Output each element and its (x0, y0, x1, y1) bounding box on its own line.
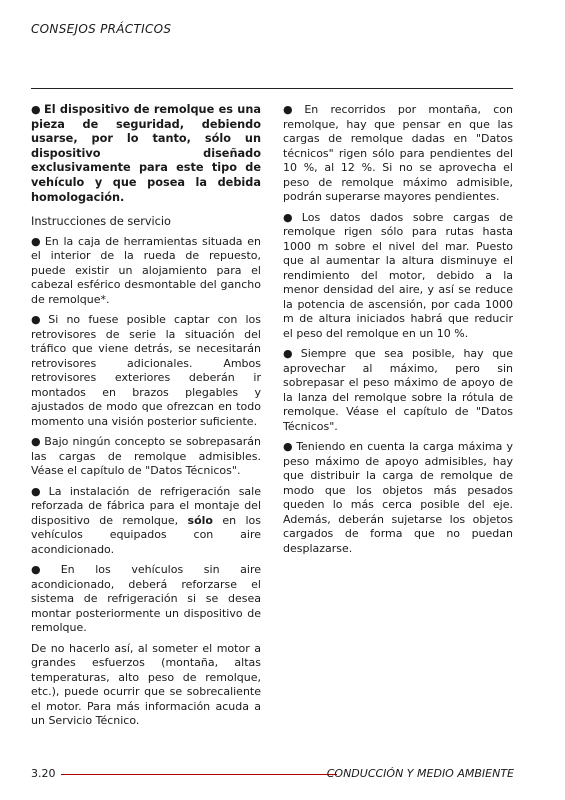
bullet-icon: ● (283, 210, 299, 224)
bullet-icon: ● (283, 440, 294, 453)
list-item (31, 485, 261, 558)
list-item-text: En los vehículos sin aire acondicionado, deberá reforzarse el sistema de refrigeración si se desea montar posteriormente un dispositivo de remolque. (31, 563, 261, 635)
lead-warning-text: El dispositivo de remolque es una pieza de seguridad, debiendo usarse, por lo tanto, sólo un dispositivo diseñado exclusivamente para este tipo de vehículo y que posea la debida homologación. (31, 103, 261, 204)
bullet-icon: ● (31, 234, 42, 248)
page-header-title: CONSEJOS PRÁCTICOS (31, 22, 172, 36)
list-item (283, 440, 513, 556)
emphasis-text: sólo (187, 513, 213, 527)
header-divider (31, 88, 513, 89)
list-item (31, 435, 261, 479)
bullet-icon: ● (283, 347, 298, 360)
left-column (31, 103, 261, 735)
list-item-text: Bajo ningún concepto se sobrepasarán las cargas de remolque admisibles. Véase el capítulo de "Datos Técnicos". (31, 435, 261, 478)
list-item (283, 347, 513, 434)
list-item (31, 313, 261, 429)
list-item-text: Teniendo en cuenta la carga máxima y peso máximo de apoyo admisibles, hay que distribuir la carga de remolque de modo que los objetos más pesados queden lo más cerca posible del eje. Además, deberán sujetarse los objetos cargados de forma que no puedan desplazarse. (283, 440, 513, 555)
list-item (283, 211, 513, 342)
list-item-text: Los datos dados sobre cargas de remolque rigen sólo para rutas hasta 1000 m sobre el nivel del mar. Puesto que al aumentar la altura disminuye el rendimiento del motor, debido a la menor densidad del aire, y así se reduce la potencia de ascensión, por cada 1000 m de altura iniciados habrá que reducir el peso del remolque en un 10 %. (283, 210, 513, 340)
page-number: 3.20 (31, 767, 56, 780)
right-column (283, 103, 513, 562)
bullet-icon: ● (31, 103, 41, 116)
section-heading: Instrucciones de servicio (31, 215, 171, 229)
bullet-icon: ● (31, 435, 42, 449)
list-item-text: Siempre que sea posible, hay que aprovechar al máximo, pero sin sobrepasar el peso máximo de apoyo de la lanza del remolque sobre la rótula de remolque. Véase el capítulo de "Datos Técnicos". (283, 347, 513, 433)
bullet-icon: ● (283, 103, 302, 116)
list-item (283, 103, 513, 205)
footer-divider (61, 774, 337, 775)
lead-warning (31, 103, 261, 205)
list-item-text: Si no fuese posible captar con los retrovisores de serie la situación del tráfico que viene detrás, se necesitarán retrovisores adicionales. Ambos retrovisores exteriores deberán ir montados en brazos plegables y ajustados de modo que ofrezcan en todo momento una visión posterior suficiente. (31, 313, 261, 428)
footer-section-title: CONDUCCIÓN Y MEDIO AMBIENTE (326, 767, 514, 780)
list-item (31, 563, 261, 636)
list-item-text: En la caja de herramientas situada en el interior de la rueda de repuesto, puede existir un alojamiento para el cabezal esférico desmontable del gancho de remolque*. (31, 234, 261, 306)
list-item (31, 235, 261, 308)
bullet-icon: ● (31, 563, 58, 577)
list-item-text: En recorridos por montaña, con remolque, hay que pensar en que las cargas de remolque dadas en "Datos técnicos" rigen sólo para pendientes del 10 %, al 12 %. Si no se aprovecha el peso de remolque máximo admisible, podrán superarse mayores pendientes. (283, 103, 513, 203)
bullet-icon: ● (31, 484, 46, 498)
list-item-text: La instalación de refrigeración sale reforzada de fábrica para el montaje del dispositivo de remolque, (31, 484, 261, 527)
bullet-icon: ● (31, 313, 46, 327)
body-paragraph: De no hacerlo así, al someter el motor a grandes esfuerzos (montaña, altas temperaturas, alto peso de remolque, etc.), puede ocurrir que se sobrecaliente el motor. Para más información acuda a un Servicio Técnico. (31, 641, 261, 728)
list-item-text: en los vehículos equipados con aire acondicionado. (31, 513, 262, 556)
